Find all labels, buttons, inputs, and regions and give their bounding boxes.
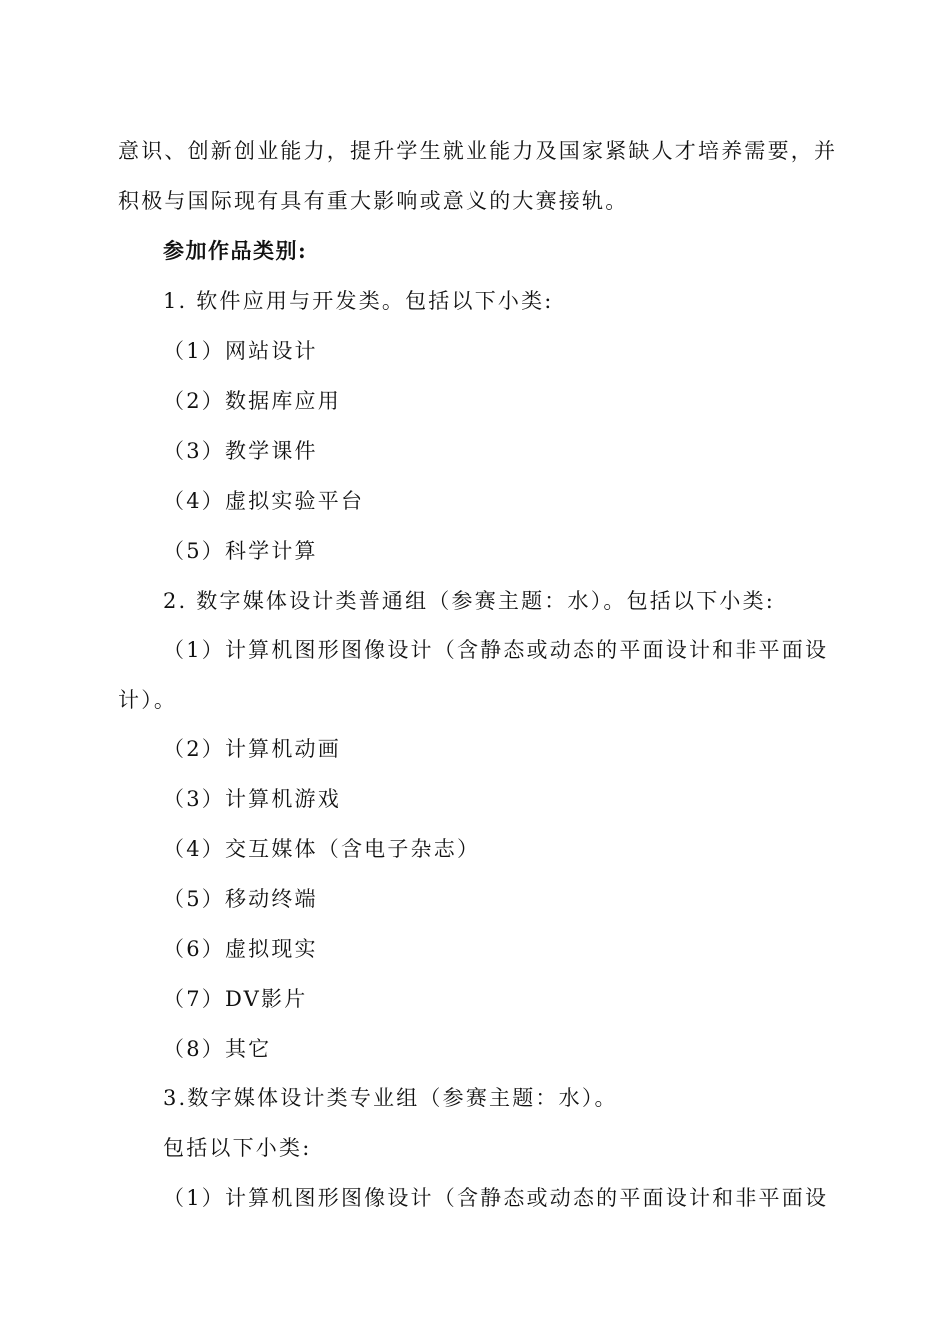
list-item-continuation: 计）。: [118, 688, 178, 712]
list-item: （2）计算机动画: [163, 737, 341, 761]
list-item: （4）交互媒体（含电子杂志）: [163, 837, 481, 861]
list-item: （2）数据库应用: [163, 389, 341, 413]
list-item: （3）计算机游戏: [163, 787, 341, 811]
category-subtitle: 包括以下小类:: [163, 1136, 312, 1160]
list-item: （1）网站设计: [163, 339, 318, 363]
list-item: （4）虚拟实验平台: [163, 489, 365, 513]
list-item: （7）DV影片: [163, 987, 308, 1011]
list-item: （1）计算机图形图像设计（含静态或动态的平面设计和非平面设: [163, 638, 829, 662]
paragraph-line: 积极与国际现有具有重大影响或意义的大赛接轨。: [118, 189, 629, 213]
paragraph-line: 意识、创新创业能力，提升学生就业能力及国家紧缺人才培养需要，并: [118, 139, 838, 163]
list-item: （5）科学计算: [163, 539, 318, 563]
list-item: （6）虚拟现实: [163, 937, 318, 961]
list-item: （8）其它: [163, 1037, 272, 1061]
section-heading: 参加作品类别:: [163, 238, 308, 263]
category-title: 3.数字媒体设计类专业组（参赛主题：水）。: [163, 1086, 618, 1110]
list-item: （1）计算机图形图像设计（含静态或动态的平面设计和非平面设: [163, 1186, 829, 1210]
list-item: （3）教学课件: [163, 439, 318, 463]
category-title: 1. 软件应用与开发类。包括以下小类:: [163, 289, 554, 313]
category-title: 2. 数字媒体设计类普通组（参赛主题：水）。包括以下小类:: [163, 589, 776, 613]
list-item: （5）移动终端: [163, 887, 318, 911]
